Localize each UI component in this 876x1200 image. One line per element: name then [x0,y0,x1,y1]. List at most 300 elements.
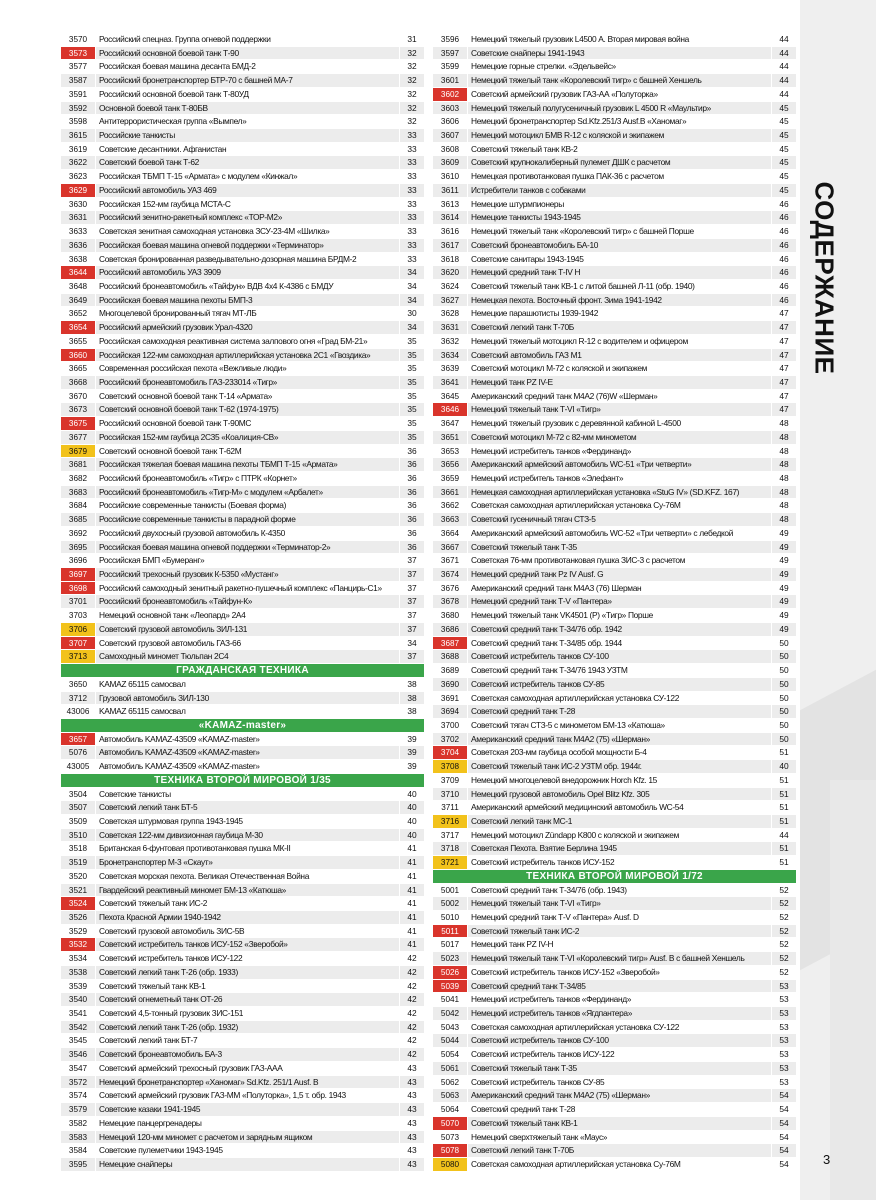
item-code: 3661 [440,487,460,497]
item-page: 33 [407,226,417,237]
catalog-row [61,472,424,486]
catalog-row [433,582,796,596]
item-page: 42 [407,966,417,977]
item-code: 3682 [68,474,88,483]
catalog-row [61,582,424,596]
item-code: 5062 [440,1077,460,1087]
catalog-row [61,980,424,994]
item-title: Советский тяжелый танк Т-35 [471,541,577,552]
item-title: Советский тяжелый танк Т-35 [471,1062,577,1073]
item-code: 3570 [68,35,88,44]
item-page: 45 [779,102,789,113]
item-page: 41 [407,939,417,950]
item-code: 3694 [440,707,460,717]
item-page: 43 [407,1104,417,1115]
catalog-row [61,870,424,884]
item-title: Советская самоходная артиллерийская установка СУ-122 [471,692,680,703]
item-code: 5078 [433,1144,467,1157]
item-title: Российский бронетранспортер БТР-70 с башней МА-7 [99,75,293,86]
item-page: 46 [779,253,789,264]
item-code: 3710 [440,789,460,799]
catalog-row [61,390,424,404]
catalog-row [61,678,424,692]
catalog-row [433,884,796,898]
item-page: 34 [407,294,417,305]
catalog-row [433,980,796,994]
item-title: Немецкий мотоцикл БМВ R-12 с коляской и экипажем [471,130,665,141]
catalog-row [433,486,796,500]
catalog-row [61,1103,424,1117]
item-page: 45 [779,171,789,182]
item-code: 3680 [440,611,460,621]
item-code: 3668 [68,377,88,387]
item-code: 3631 [440,323,460,333]
item-page: 42 [407,953,417,964]
item-title: Советский средний танк Т-34/85 обр. 1944 [471,637,622,648]
item-title: Российский основной боевой танк Т-90 [99,47,239,58]
item-title: Советский армейский трехосный грузовик ГАЗ-ААА [99,1062,283,1073]
item-title: Немецкие горные стрелки. «Эдельвейс» [471,61,616,72]
catalog-row [61,541,424,555]
item-code: 5039 [433,980,467,993]
item-code: 3546 [68,1050,88,1060]
item-code: 3510 [68,830,88,840]
item-page: 41 [407,884,417,895]
catalog-row [433,211,796,225]
item-title: Советский средний танк Т-34/76 обр. 1942 [471,623,622,634]
item-page: 50 [779,651,789,662]
catalog-row [61,47,424,61]
item-code: 3636 [68,240,88,250]
item-title: Советская бронированная разведывательно-дозорная машина БРДМ-2 [99,253,357,264]
catalog-row [61,1062,424,1076]
catalog-row [61,499,424,513]
item-page: 35 [407,390,417,401]
catalog-row [61,458,424,472]
item-page: 53 [779,1062,789,1073]
item-code: 3518 [68,844,88,854]
item-page: 34 [407,280,417,291]
catalog-row [433,499,796,513]
catalog-row [61,307,424,321]
item-title: Советский армейский грузовик ГАЗ-АА «Полуторка» [471,88,658,99]
item-code: 3603 [440,103,460,113]
item-page: 34 [407,637,417,648]
item-page: 52 [779,884,789,895]
item-code: 3678 [440,597,460,607]
item-title: Советский крупнокалиберный пулемет ДШК с расчетом [471,157,671,168]
item-code: 3655 [68,336,88,346]
catalog-row [61,595,424,609]
item-title: Основной боевой танк Т-80БВ [99,102,208,113]
item-page: 50 [779,733,789,744]
catalog-row [61,705,424,719]
catalog-row [61,897,424,911]
item-code: 3681 [68,460,88,470]
item-page: 47 [779,404,789,415]
item-code: 5023 [440,954,460,964]
item-page: 33 [407,239,417,250]
item-code: 3597 [440,48,460,58]
item-title: Советские пулеметчики 1943-1945 [99,1145,223,1156]
item-page: 46 [779,198,789,209]
section-header: ГРАЖДАНСКАЯ ТЕХНИКА [61,664,424,678]
item-code: 3664 [440,528,460,538]
catalog-row [433,88,796,102]
item-code: 3645 [440,391,460,401]
item-title: Советский истребитель танков СУ-100 [471,651,609,662]
item-code: 3521 [68,885,88,895]
item-title: Российский бронеавтомобиль ГАЗ-233014 «Тигр» [99,376,277,387]
catalog-row [61,486,424,500]
item-page: 53 [779,1008,789,1019]
item-page: 53 [779,1021,789,1032]
item-code: 3574 [68,1091,88,1101]
catalog-row [61,884,424,898]
item-title: Российский армейский грузовик Урал-4320 [99,322,253,333]
item-page: 50 [779,719,789,730]
item-code: 3520 [68,871,88,881]
item-page: 40 [407,802,417,813]
item-code: 3683 [68,487,88,497]
item-title: Американский средний танк М4А2 (75) «Шерман» [471,733,650,744]
item-title: Советский мотоцикл М-72 с 82-мм минометом [471,431,637,442]
page-number: 3 [823,1152,831,1167]
catalog-row [61,554,424,568]
item-code: 3679 [61,445,95,458]
item-code: 3709 [440,775,460,785]
item-title: Немецкий истребитель танков «Фердинанд» [471,994,632,1005]
item-code: 5061 [440,1063,460,1073]
item-code: 3622 [68,158,88,168]
item-code: 3713 [61,650,95,663]
catalog-row [433,294,796,308]
item-code: 3702 [440,734,460,744]
item-page: 45 [779,130,789,141]
item-title: Российская самоходная реактивная система залпового огня «Град БМ-21» [99,335,368,346]
item-page: 48 [779,514,789,525]
item-code: 5017 [440,940,460,950]
catalog-row [433,417,796,431]
item-title: Немецкий тяжелый танк «Королевский тигр» с башней Порше [471,226,694,237]
catalog-row [61,1048,424,1062]
item-page: 54 [779,1117,789,1128]
item-page: 51 [779,774,789,785]
item-title: Российские танкисты [99,130,175,141]
catalog-row [433,1062,796,1076]
catalog-row [433,390,796,404]
catalog-row [61,609,424,623]
item-title: Советский легкий танк Т-26 (обр. 1932) [99,1021,238,1032]
item-page: 42 [407,1008,417,1019]
item-title: Советская Пехота. Взятие Берлина 1945 [471,843,617,854]
item-code: 3532 [61,938,95,951]
catalog-row [61,266,424,280]
catalog-row [61,225,424,239]
catalog-row [433,74,796,88]
catalog-row [433,321,796,335]
item-code: 5010 [440,913,460,922]
item-title: Советский легкий танк БТ-5 [99,802,198,813]
item-title: Немецкий истребитель танков «Фердинанд» [471,445,632,456]
catalog-row [61,294,424,308]
item-page: 34 [407,267,417,278]
catalog-row [61,88,424,102]
item-page: 45 [779,143,789,154]
catalog-row [61,650,424,664]
item-code: 3545 [68,1036,88,1046]
item-title: Немецкий тяжелый танк Т-VI «Королевский тигр» Ausf. B с башней Хеншель [471,953,745,964]
item-page: 49 [779,582,789,593]
item-code: 3685 [68,515,88,525]
item-title: Немецкие штурмпионеры [471,198,564,209]
item-code: 3624 [440,281,460,291]
item-title: Автомобиль KAMAZ-43509 «KAMAZ-master» [99,733,260,744]
item-page: 47 [779,308,789,319]
item-title: Советская 122-мм дивизионная гаубица М-30 [99,829,263,840]
catalog-row [433,239,796,253]
item-title: Советский тяжелый танк КВ-1 [99,980,206,991]
item-page: 43 [407,1145,417,1156]
item-title: Советская штурмовая группа 1943-1945 [99,815,243,826]
item-page: 43 [407,1062,417,1073]
catalog-row [433,1131,796,1145]
item-code: 5042 [440,1009,460,1019]
section-header: ТЕХНИКА ВТОРОЙ МИРОВОЙ 1/72 [433,870,796,884]
item-code: 3534 [68,954,88,964]
catalog-row [61,911,424,925]
item-code: 3712 [68,693,88,703]
item-title: Советская 76-мм противотанковая пушка ЗИС-3 с расчетом [471,555,686,566]
item-page: 53 [779,1076,789,1087]
decorative-sidebar [800,0,876,1200]
item-title: Немецкий танк PZ IV-Е [471,376,553,387]
item-code: 5073 [440,1132,460,1142]
item-page: 35 [407,335,417,346]
catalog-row [61,568,424,582]
item-title: Немецкие панцергренадеры [99,1117,202,1128]
item-code: 3633 [68,227,88,237]
catalog-row [433,719,796,733]
item-code: 3674 [440,570,460,580]
catalog-row [433,280,796,294]
item-title: Советская самоходная артиллерийская установка Су-76М [471,500,681,511]
item-page: 37 [407,569,417,580]
item-page: 36 [407,527,417,538]
item-code: 3618 [440,254,460,264]
item-title: Советская зенитная самоходная установка ЗСУ-23-4М «Шилка» [99,226,330,237]
item-code: 3607 [440,131,460,141]
item-title: Немецкий тяжелый танк Т-VI «Тигр» [471,404,601,415]
item-code: 3526 [68,913,88,922]
catalog-row [61,733,424,747]
item-code: 3701 [68,597,88,607]
item-title: Истребители танков с собаками [471,184,586,195]
item-title: Российский автомобиль УАЗ 3909 [99,267,221,278]
item-title: Советский основной боевой танк Т-62 (1974-1975) [99,404,279,415]
catalog-row [433,129,796,143]
catalog-row [61,321,424,335]
item-page: 42 [407,1049,417,1060]
catalog-row [61,527,424,541]
catalog-row [61,815,424,829]
item-page: 46 [779,212,789,223]
item-code: 5041 [440,995,460,1005]
catalog-row [433,307,796,321]
item-page: 49 [779,623,789,634]
catalog-row [61,856,424,870]
item-page: 37 [407,623,417,634]
catalog-row [61,1089,424,1103]
item-title: Американский средний танк М4А3 (76) Шерман [471,582,642,593]
item-title: Советский тяжелый танк КВ-1 с литой башней Л-11 (обр. 1940) [471,280,695,291]
item-code: 3716 [433,815,467,828]
item-code: 43005 [66,762,90,772]
item-code: 3663 [440,515,460,525]
item-title: Американский средний танк М4А2 (76)W «Шерман» [471,390,658,401]
catalog-row [61,1158,424,1172]
item-title: Современная российская пехота «Вежливые люди» [99,363,287,374]
item-code: 3690 [440,679,460,689]
item-page: 42 [407,980,417,991]
item-title: Советский истребитель танков ИСУ-122 [99,953,243,964]
catalog-row [433,47,796,61]
item-title: Российская 152-мм гаубица 2С35 «Коалиция-СВ» [99,431,279,442]
item-title: Немецкий многоцелевой внедорожник Horch Kfz. 15 [471,774,657,785]
item-page: 54 [779,1145,789,1156]
item-code: 5076 [68,748,88,758]
item-code: 3651 [440,432,460,442]
catalog-row [433,829,796,843]
item-page: 48 [779,473,789,483]
item-page: 53 [779,994,789,1005]
item-page: 41 [407,912,417,922]
catalog-row [61,938,424,952]
item-page: 52 [779,939,789,950]
item-code: 3609 [440,158,460,168]
item-page: 50 [779,692,789,703]
item-code: 3641 [440,377,460,387]
catalog-row [433,705,796,719]
catalog-row [61,801,424,815]
item-title: Советский тяжелый танк КВ-2 [471,143,578,154]
catalog-row [433,472,796,486]
item-page: 35 [407,363,417,374]
item-title: Немецкий средний танк Т-IV Н [471,267,581,278]
item-title: Советские танкисты [99,788,171,799]
item-code: 5064 [440,1105,460,1115]
item-code: 3706 [61,623,95,636]
item-title: Американский армейский автомобиль WC-52 «Три четверти» с лебедкой [471,527,734,538]
catalog-row [433,554,796,568]
item-page: 42 [407,994,417,1005]
catalog-row [433,1034,796,1048]
catalog-row [61,362,424,376]
item-title: Немецкий тяжелый танк Т-VI «Тигр» [471,898,601,909]
catalog-row [433,170,796,184]
item-title: Советская 203-мм гаубица особой мощности Б-4 [471,747,647,758]
item-title: Советский огнеметный танк ОТ-26 [99,994,223,1005]
item-code: 3539 [68,981,88,991]
item-page: 49 [779,555,789,566]
item-title: Российская тяжелая боевая машина пехоты ТБМП Т-15 «Армата» [99,459,338,470]
catalog-row [61,115,424,129]
catalog-row [61,156,424,170]
item-title: Немецкий тяжелый грузовик с деревянной кабиной L-4500 [471,418,681,429]
item-page: 52 [779,925,789,936]
item-code: 3602 [433,88,467,101]
item-page: 37 [407,610,417,621]
item-page: 32 [407,75,417,86]
item-page: 49 [779,527,789,538]
item-title: Советская самоходная артиллерийская установка СУ-122 [471,1021,680,1032]
item-title: Грузовой автомобиль ЗИЛ-130 [99,692,209,703]
item-title: Российский автомобиль УАЗ 469 [99,184,217,195]
catalog-row [61,129,424,143]
catalog-row [433,623,796,637]
item-title: Немецкий тяжелый мотоцикл R-12 с водителем и офицером [471,335,688,346]
item-title: Немецкая пехота. Восточный фронт. Зима 1941-1942 [471,294,662,305]
item-code: 3675 [61,417,95,430]
item-page: 46 [779,280,789,291]
item-page: 38 [407,706,417,717]
item-page: 47 [779,363,789,374]
catalog-row [61,1117,424,1131]
item-title: Российская 152-мм гаубица МСТА-С [99,198,231,209]
item-code: 3652 [68,309,88,319]
item-page: 40 [407,815,417,826]
item-code: 5054 [440,1050,460,1060]
item-code: 5070 [433,1117,467,1130]
item-title: Советский легкий танк Т-70Б [471,322,574,333]
item-title: Советский тяжелый танк ИС-2 [471,925,580,936]
item-title: Немецкие снайперы [99,1158,173,1169]
item-code: 3573 [61,47,95,60]
item-page: 37 [407,582,417,593]
item-page: 36 [407,473,417,483]
item-code: 3686 [440,624,460,634]
item-page: 52 [779,966,789,977]
item-code: 3519 [68,858,88,868]
item-title: Немецкие танкисты 1943-1945 [471,212,581,223]
catalog-row [433,678,796,692]
item-code: 3615 [68,131,88,141]
item-page: 54 [779,1104,789,1115]
item-page: 40 [407,788,417,799]
item-page: 44 [779,61,789,72]
catalog-row [61,513,424,527]
item-code: 3644 [61,266,95,279]
item-page: 42 [407,1021,417,1032]
item-title: Британская 6-фунтовая противотанковая пушка МК-II [99,843,291,854]
item-page: 36 [407,514,417,525]
item-page: 42 [407,1035,417,1046]
item-code: 3657 [61,733,95,746]
item-code: 3646 [433,403,467,416]
item-code: 3524 [61,897,95,910]
item-page: 51 [779,857,789,868]
item-page: 39 [407,733,417,744]
item-title: Советский тяжелый танк КВ-1 [471,1117,578,1128]
item-title: Российские современные танкисты в парадной форме [99,514,296,525]
catalog-row [433,403,796,417]
item-page: 52 [779,953,789,964]
item-title: Советский гусеничный тягач СТЗ-5 [471,514,596,525]
item-title: Немецкий истребитель танков «Элефант» [471,473,624,483]
item-title: Российская боевая машина огневой поддержки «Терминатор-2» [99,541,331,552]
item-page: 33 [407,130,417,141]
item-title: Советский легкий танк МС-1 [471,815,573,826]
